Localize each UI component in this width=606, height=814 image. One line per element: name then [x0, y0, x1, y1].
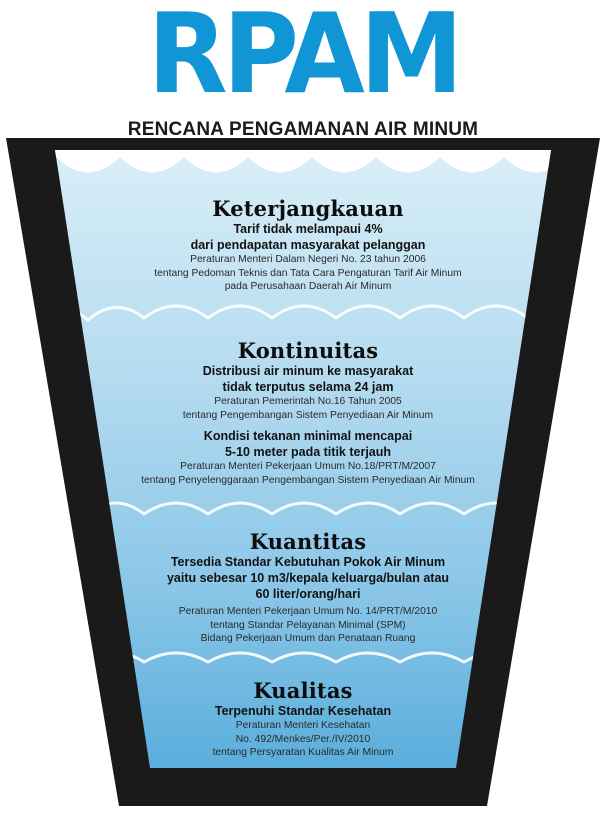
regulation-line: Bidang Pekerjaan Umum dan Penataan Ruang [200, 633, 416, 644]
statement-line: 60 liter/orang/hari [255, 587, 361, 601]
section-title: Kontinuitas [237, 338, 379, 363]
section-title: Kuantitas [249, 529, 367, 554]
statement-line: 5-10 meter pada titik terjauh [224, 445, 392, 459]
regulation-line: tentang Persyaratan Kualitas Air Minum [212, 747, 394, 758]
statement-line: tidak terputus selama 24 jam [222, 380, 394, 394]
rpam-logo: RPAM [147, 0, 459, 119]
regulation-line: Peraturan Menteri Pekerjaan Umum No.18/PRT/M/2007 [180, 461, 436, 472]
regulation-line: tentang Pengembangan Sistem Penyediaan Air Minum [182, 409, 434, 421]
section-keterjangkauan [110, 196, 506, 294]
statement-line: yaitu sebesar 10 m3/kepala keluarga/bulan atau [166, 571, 450, 585]
statement-line: Terpenuhi Standar Kesehatan [214, 704, 392, 718]
section-kontinuitas [120, 338, 496, 487]
regulation-line: tentang Standar Pelayanan Minimal (SPM) [210, 619, 406, 631]
section-kuantitas [136, 529, 480, 646]
page-subtitle: RENCANA PENGAMANAN AIR MINUM [127, 119, 479, 140]
section-title: Keterjangkauan [212, 196, 404, 221]
regulation-line: tentang Penyelenggaraan Pengembangan Sistem Penyediaan Air Minum [141, 474, 475, 486]
statement-line: Distribusi air minum ke masyarakat [202, 364, 414, 378]
regulation-line: Peraturan Menteri Dalam Negeri No. 23 tahun 2006 [190, 254, 426, 265]
regulation-line: Peraturan Menteri Kesehatan [235, 720, 371, 731]
regulation-line: No. 492/Menkes/Per./IV/2010 [235, 733, 371, 745]
statement-line: Kondisi tekanan minimal mencapai [203, 429, 413, 443]
section-title: Kualitas [253, 678, 353, 703]
regulation-line: Peraturan Pemerintah No.16 Tahun 2005 [214, 396, 402, 407]
statement-line: Tarif tidak melampaui 4% [233, 222, 383, 236]
section-kualitas [160, 678, 446, 760]
regulation-line: pada Perusahaan Daerah Air Minum [224, 281, 392, 292]
statement-line: Tersedia Standar Kebutuhan Pokok Air Minum [170, 555, 446, 569]
regulation-line: Peraturan Menteri Pekerjaan Umum No. 14/PRT/M/2010 [178, 606, 438, 617]
statement-line: dari pendapatan masyarakat pelanggan [190, 238, 426, 252]
regulation-line: tentang Pedoman Teknis dan Tata Cara Pengaturan Tarif Air Minum [154, 267, 462, 279]
